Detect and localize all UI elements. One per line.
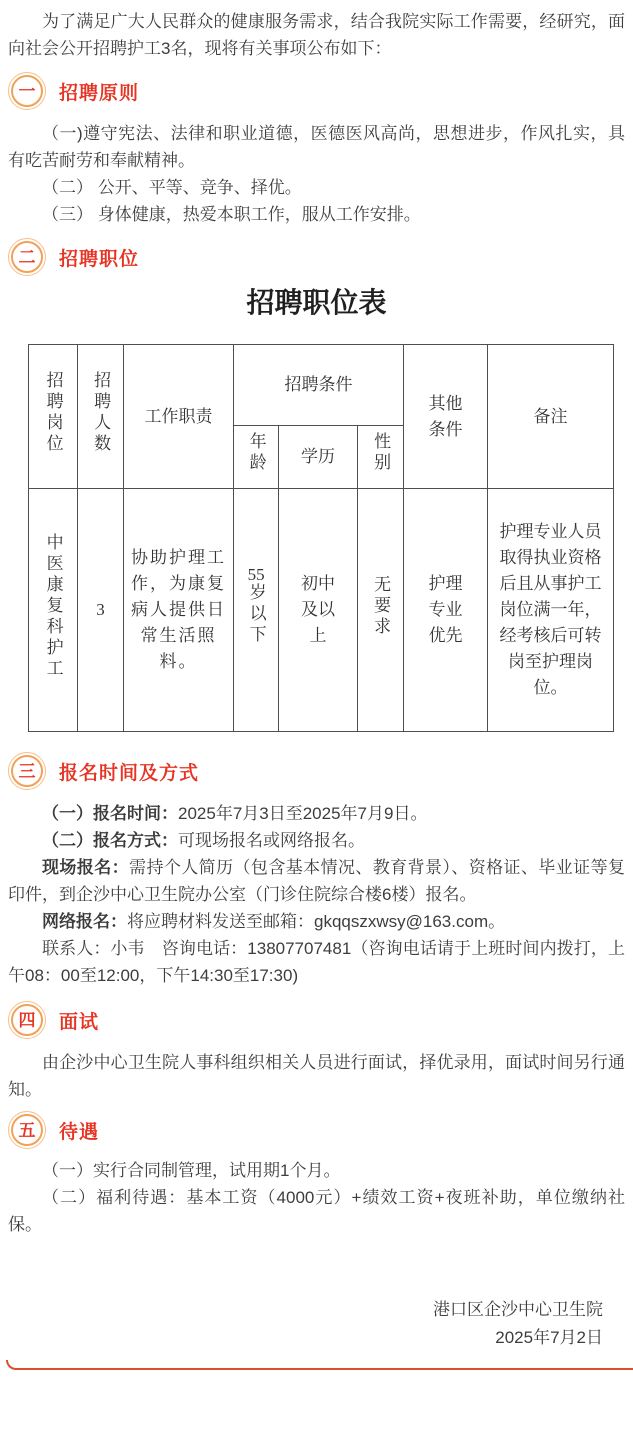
onsite-apply-line [8, 854, 625, 908]
section-4-heading [8, 1001, 625, 1039]
online-apply-line [8, 908, 625, 935]
circled-number-four-icon [8, 1001, 46, 1039]
section-4-number: 四 [18, 1010, 36, 1030]
circled-number-three-icon [8, 752, 46, 790]
contact-line: 联系人：小韦 咨询电话：13807707481（咨询电话请于上班时间内拨打，上午08：00至12:00，下午14:30至17:30) [8, 939, 625, 985]
section-1-item-1: （一)遵守宪法、法律和职业道德，医德医风高尚，思想进步，作风扎实，具有吃苦耐劳和奉献精神。 [8, 124, 625, 170]
section-5-heading [8, 1111, 625, 1149]
col-header-remark: 备注 [488, 345, 614, 489]
col-header-other: 其他条件 [404, 345, 488, 489]
circled-number-one-icon [8, 72, 46, 110]
col-header-age: 年龄 [234, 426, 279, 489]
job-table-title: 招聘职位表 [246, 288, 387, 319]
table-row [29, 489, 614, 732]
onsite-apply-label: 现场报名： [42, 858, 130, 877]
apply-method-label: （二）报名方式： [42, 831, 178, 850]
section-5-title: 待遇 [59, 1121, 100, 1143]
cell-age: 55岁以下 [234, 489, 279, 732]
col-header-post: 招聘岗位 [29, 345, 78, 489]
section-1-number: 一 [18, 81, 36, 101]
cell-other: 护理专业优先 [404, 489, 488, 732]
cell-duty: 协助护理工作，为康复病人提供日常生活照料。 [124, 489, 234, 732]
section-3-title: 报名时间及方式 [59, 762, 200, 784]
cell-education: 初中及以上 [279, 489, 358, 732]
signature-block [8, 1296, 625, 1352]
col-header-count: 招聘人数 [78, 345, 124, 489]
col-header-conditions: 招聘条件 [234, 345, 404, 426]
col-header-gender: 性别 [358, 426, 404, 489]
section-1-title: 招聘原则 [59, 82, 140, 104]
interview-paragraph: 由企沙中心卫生院人事科组织相关人员进行面试，择优录用，面试时间另行通知。 [8, 1053, 625, 1099]
cell-gender: 无要求 [358, 489, 404, 732]
apply-time-line [8, 800, 625, 827]
bottom-divider-rule [6, 1360, 633, 1370]
apply-method-value: 可现场报名或网络报名。 [178, 831, 365, 850]
section-2-number: 二 [18, 247, 36, 267]
cell-remark: 护理专业人员取得执业资格后且从事护工岗位满一年，经考核后可转岗至护理岗位。 [488, 489, 614, 732]
section-1-item-2: （二） 公开、平等、竞争、择优。 [42, 178, 302, 197]
circled-number-two-icon [8, 238, 46, 276]
onsite-apply-value: 需持个人简历（包含基本情况、教育背景）、资格证、毕业证等复印件，到企沙中心卫生院办公室（门诊住院综合楼6楼）报名。 [8, 858, 626, 904]
col-header-education: 学历 [279, 426, 358, 489]
section-1-heading [8, 72, 625, 110]
signature-date: 2025年7月2日 [495, 1328, 603, 1347]
salary-item-2: （二）福利待遇：基本工资（4000元）+绩效工资+夜班补助，单位缴纳社保。 [8, 1188, 625, 1234]
online-apply-label: 网络报名： [42, 912, 127, 931]
section-2-heading [8, 238, 625, 276]
job-positions-table [28, 344, 614, 732]
section-2-title: 招聘职位 [59, 248, 140, 270]
online-apply-value: 将应聘材料发送至邮箱：gkqqszxwsy@163.com。 [127, 912, 506, 931]
apply-time-label: （一）报名时间： [42, 804, 178, 823]
cell-post: 中医康复科护工 [29, 489, 78, 732]
section-4-title: 面试 [59, 1011, 100, 1033]
intro-paragraph: 为了满足广大人民群众的健康服务需求，结合我院实际工作需要，经研究，面向社会公开招聘护工3名，现将有关事项公布如下： [8, 12, 625, 58]
circled-number-five-icon [8, 1111, 46, 1149]
apply-method-line [8, 827, 625, 854]
section-1-item-3: （三） 身体健康，热爱本职工作，服从工作安排。 [42, 205, 421, 224]
cell-count: 3 [78, 489, 124, 732]
signature-org: 港口区企沙中心卫生院 [433, 1300, 603, 1319]
col-header-duty: 工作职责 [124, 345, 234, 489]
apply-time-value: 2025年7月3日至2025年7月9日。 [178, 804, 428, 823]
section-3-number: 三 [18, 761, 36, 781]
section-5-number: 五 [18, 1120, 36, 1140]
salary-item-1: （一）实行合同制管理，试用期1个月。 [42, 1161, 341, 1180]
section-3-heading [8, 752, 625, 790]
